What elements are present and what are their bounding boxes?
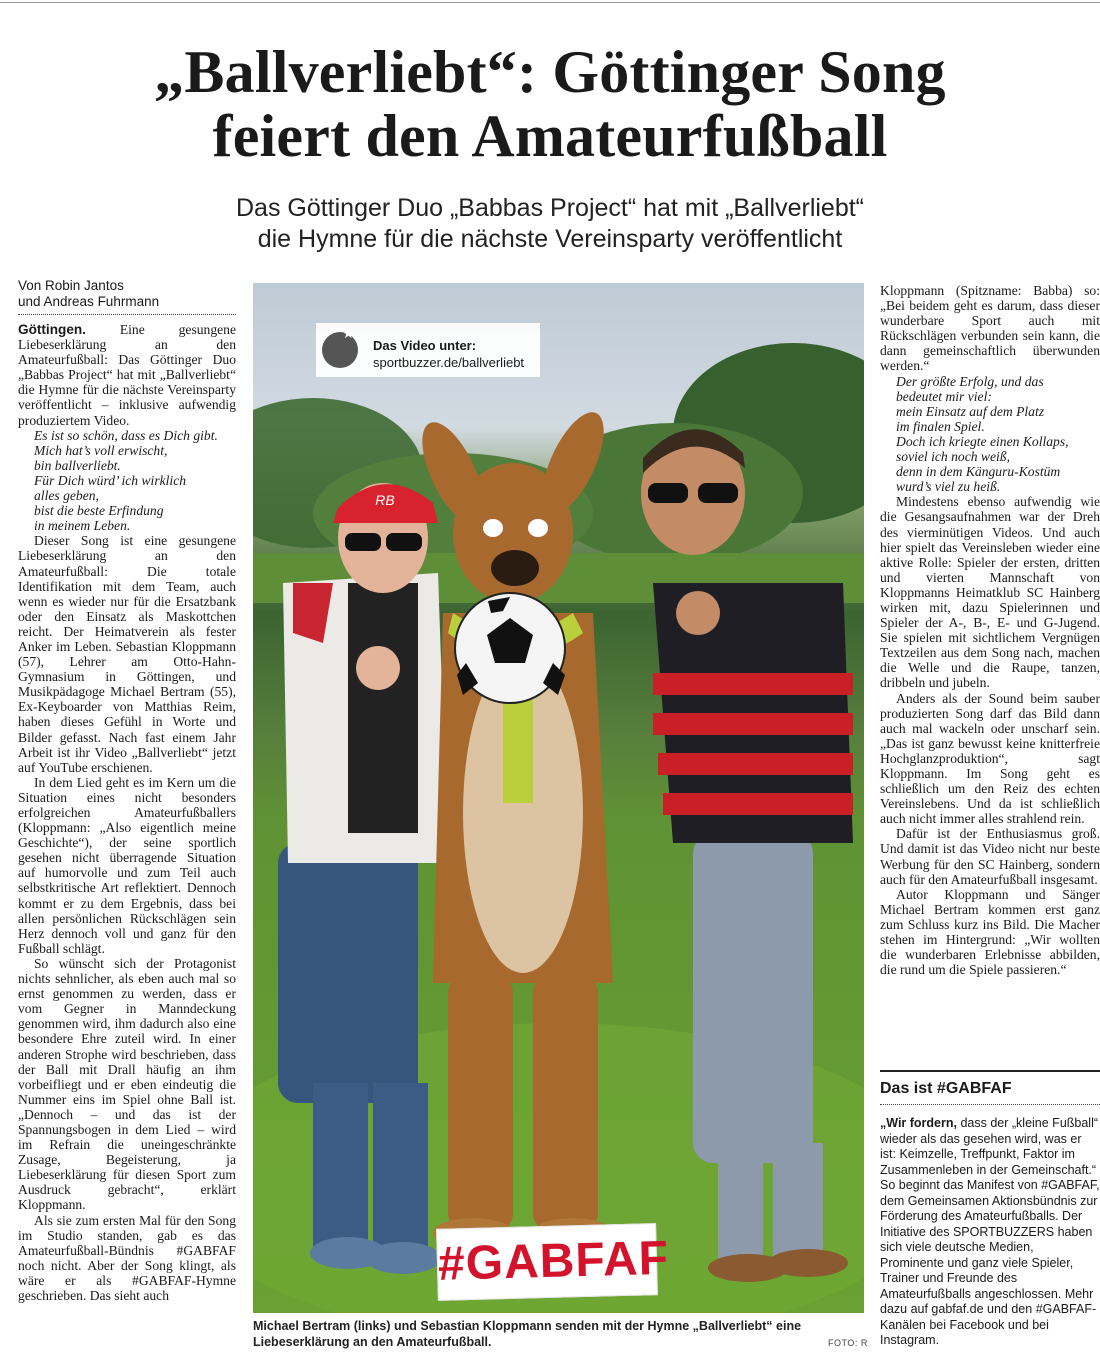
article-column-left	[18, 322, 236, 1352]
sidebox-title: Das ist #GABFAF	[880, 1080, 1012, 1097]
headline-line-2: feiert den Amateurfußball	[212, 103, 888, 169]
top-rule	[0, 2, 1100, 3]
byline-line-2: und Andreas Fuhrmann	[18, 294, 160, 309]
article-paragraph: In dem Lied geht es im Kern um die Situation eines nicht besonders erfolgreichen Amateurfußballers (Kloppmann: „Also eigentlich meine Geschichte“), der seine sportlich gesehen nicht überragende Situation auf humorvolle und zum Teil auch selbstkritische Art reflektiert. Dennoch kommt er zu dem Ergebnis, dass bei allen persönlichen Rückschlägen sein Herz dennoch voll und ganz für den Fußball schlägt.	[18, 774, 236, 956]
soccer-ball	[455, 593, 565, 703]
subheadline-line-2: die Hymne für die nächste Vereinsparty veröffentlicht	[257, 225, 843, 253]
sidebox-body	[880, 1116, 1100, 1349]
cap-logo: RB	[375, 492, 395, 508]
article-column-right	[880, 283, 1100, 1063]
photo-illustration	[253, 283, 864, 1313]
subheadline-line-1: Das Göttinger Duo „Babbas Project“ hat mit „Ballverliebt“	[235, 194, 865, 222]
sidebox-lead: „Wir fordern,	[880, 1116, 957, 1130]
article-paragraph: Mindestens ebenso aufwendig wie die Gesangsaufnahmen war der Dreh des vierminütigen Videos. Und auch hier spielt das Vereinsleben wieder eine aktive Rolle: Spieler der ersten, dritten und vierten Mannschaft von Kloppmanns Heimatklub SC Hainberg wirken mit, dazu Spielerinnen und Spieler der A-, B-, E- und G-Jugend. Sie spielen mit sichtlichem Vergnügen Textzeilen aus dem Song nach, machen die Welle und die Raupe, tanzen, dribbeln und jubeln.	[880, 494, 1100, 691]
sidebox-divider	[880, 1104, 1100, 1105]
sidebox-top-rule	[880, 1070, 1100, 1072]
promo-title: Das Video unter:	[373, 338, 477, 353]
article-paragraph: So wünscht sich der Protagonist nichts sehnlicher, als eben auch mal so ernst genommen zu werden, dass er vom Gegner in Manndeckung genommen wird, ihm dadurch also eine besondere Ehre zuteil wird. In einer anderen Strophe wird beschrieben, dass der Ball mit Drall häufig an ihm vorbeifliegt und er eben eindeutig die Nummer eins im Spiel ohne Ball ist. „Dennoch – und das ist der Spannungsbogen in dem Lied – wird im Refrain die uneingeschränkte Zusage, Begeisterung, ja Liebeserklärung für diesen Sport zum Ausdruck gebracht“, erklärt Kloppmann.	[18, 955, 236, 1213]
sidebox-text: dass der „kleine Fußball“ wieder als das gesehen wird, was er ist: Keimzelle, Treffpunkt, Faktor im Zusammenleben in der Gemeinschaft.“ So beginnt das Manifest von #GABFAF, dem Gemeinsamen Aktionsbündnis zur Förderung des Amateurfußballs. Der Initiative des SPORTBUZZERS haben sich viele deutsche Medien, Prominente und ganz viele Spieler, Trainer und Freunde des Amateurfußballs angeschlossen. Mehr dazu auf gabfaf.de und den #GABFAF-Kanälen bei Facebook und bei Instagram.	[880, 1116, 1100, 1347]
byline-divider	[18, 314, 236, 315]
promo-url[interactable]: sportbuzzer.de/ballverliebt	[373, 355, 525, 370]
article-paragraph: Dafür ist der Enthusiasmus groß. Und damit ist das Video nicht nur beste Werbung für den SC Hainberg, sondern auch für den Amateurfußball insgesamt.	[880, 826, 1100, 887]
article-paragraph: Autor Kloppmann und Sänger Michael Bertram kommen erst ganz zum Schluss kurz ins Bild. Die Macher stehen im Hintergrund: „Wir wollten die wunderbaren Erlebnisse abbilden, die rund um die Spiele passieren.“	[880, 886, 1100, 978]
gabfaf-tag-sign	[436, 1223, 670, 1301]
article-paragraph: Kloppmann (Spitzname: Babba) so: „Bei beidem geht es darum, dass dieser wunderbare Sport auch mit Rückschlägen verbunden sein kann, die dann gemeinschaftlich überwunden werden.“	[880, 283, 1100, 374]
photo-credit: FOTO: R	[828, 1338, 868, 1348]
headline-line-1: „Ballverliebt“: Göttinger Song	[154, 39, 946, 105]
lyrics-verse-1: Es ist so schön, dass es Dich gibt. Mich hat’s voll erwischt, bin ballverliebt. Für Dich würd’ ich wirklich alles geben, bist die beste Erfindung in meinem Leben.	[34, 427, 218, 534]
byline	[18, 278, 236, 310]
subheadline	[0, 193, 1100, 255]
article-paragraph: Dieser Song ist eine gesungene Liebeserklärung an den Amateurfußball: Die totale Identifikation mit dem Team, auch wenn es wieder nur für die Ersatzbank oder den Einsatz als Maskottchen reicht. Der Heimatverein als fester Anker im Leben. Sebastian Kloppmann (57), Lehrer am Otto-Hahn-Gymnasium in Göttingen, und Musikpädagoge Michael Bertram (55), Ex-Keyboarder von Matthias Reim, haben dieses Gefühl in Worte und Bilder gefasst. Nach fast einem Jahr Arbeit ist ihr Video „Ballverliebt“ jetzt auf YouTube erschienen.	[18, 533, 236, 775]
headline	[0, 40, 1100, 168]
byline-line-1: Von Robin Jantos	[18, 278, 124, 293]
article-paragraph: Anders als der Sound beim sauber produzierten Song darf das Bild dann auch mal wackeln oder unscharf sein. „Das ist ganz bewusst keine knitterfreie Hochglanzproduktion“, sagt Kloppmann. Im Song geht es schließlich um den Reiz des echten Vereinslebens. Und da ist schließlich auch nicht immer alles strahlend rein.	[880, 690, 1100, 827]
gabfaf-tag-text: #GABFAF	[437, 1231, 670, 1291]
lyrics-verse-2: Der größte Erfolg, und das bedeutet mir viel: mein Einsatz auf dem Platz im finalen Spiel. Doch ich kriegte einen Kollaps, soviel ich noch weiß, denn in dem Känguru-Kostüm wurd’s viel zu heiß.	[896, 373, 1069, 495]
dateline: Göttingen.	[18, 322, 86, 337]
video-promo-box[interactable]	[316, 323, 540, 377]
article-photo	[253, 283, 864, 1313]
star-icon: ★	[342, 326, 355, 342]
article-paragraph: Göttingen. Eine gesungene Liebeserklärung an den Amateurfußball: Das Göttinger Duo „Babbas Project“ hat mit „Ballverliebt“ die Hymne für die nächste Vereinsparty veröffentlicht – inklusive aufwendig produziertem Video.	[18, 322, 236, 428]
photo-caption: Michael Bertram (links) und Sebastian Kloppmann senden mit der Hymne „Ballverliebt“ eine Liebeserklärung an den Amateurfußball.	[253, 1319, 802, 1349]
article-paragraph: Als sie zum ersten Mal für den Song im Studio standen, gab es das Amateurfußball-Bündnis #GABFAF noch nicht. Aber der Song klingt, als wäre er als #GABFAF-Hymne geschrieben. Das sieht auch	[18, 1212, 236, 1303]
